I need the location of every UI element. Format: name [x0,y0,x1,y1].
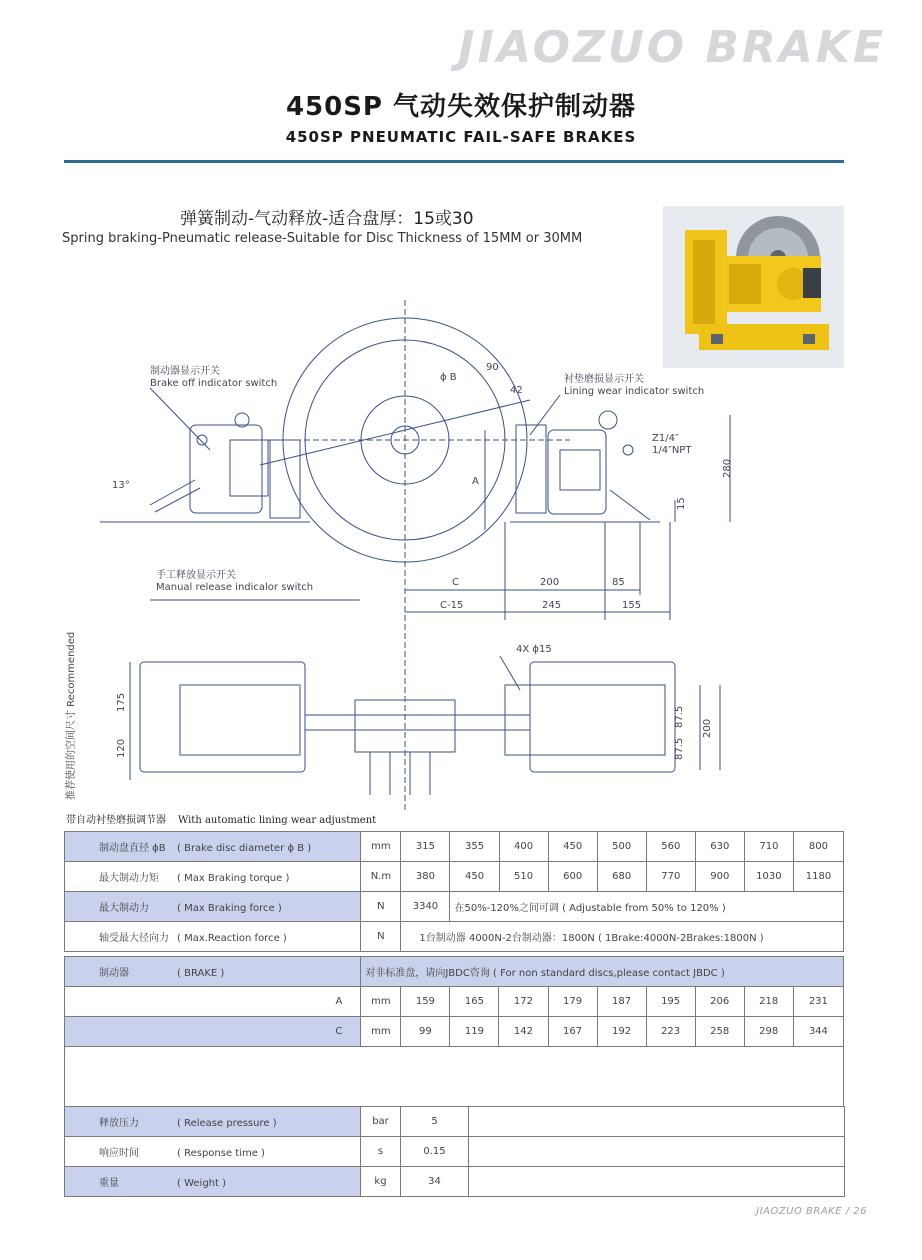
row-max-force: 最大制动力 ( Max Braking force ) N 3340 在50%-120%之间可调 ( Adjustable from 50% to 120% ) [65,892,844,922]
dim-42: 42 [510,385,523,396]
brake-off-label: 制动器显示开关 Brake off indicator switch [150,366,278,389]
table-caption: 带自动衬垫磨损调节器 With automatic lining wear adjustment [66,815,377,826]
technical-drawing [60,290,820,810]
dim-90: 90 [486,362,499,373]
subtitle-cn: 弹簧制动-气动释放-适合盘厚：15或30 [180,209,474,229]
dim-15: 15 [676,497,687,510]
row-weight: 重量 ( Weight ) kg 34 [65,1167,845,1197]
dim-280: 280 [722,458,733,478]
dim-245: 245 [542,600,562,611]
page-footer: JIAOZUO BRAKE / 26 [756,1206,867,1217]
dim-C-15: C-15 [440,600,464,611]
spec-table-operation [64,1106,845,1197]
row-max-torque: 最大制动力矩 ( Max Braking torque ) N.m 380 450 510 600 680 770 900 1030 1180 [65,862,844,892]
row-blank [65,1047,844,1107]
dim-200-vertical: 200 [702,718,713,738]
row-dim-C: C mm 99 119 142 167 192 223 258 298 344 [65,1017,844,1047]
subtitle-en: Spring braking-Pneumatic release-Suitable for Disc Thickness of 15MM or 30MM [62,231,583,246]
page-title-en: 450SP PNEUMATIC FAIL-SAFE BRAKES [285,128,637,146]
dim-C: C [452,577,459,588]
row-brake-header: 制动器 ( BRAKE ) 对非标准盘，请向JBDC咨询 ( For non standard discs,please contact JBDC ) [65,957,844,987]
port-label: Z1/4″ 1/4″NPT [652,433,692,456]
dim-87-5-top: 87.5 [674,705,685,728]
page-title-cn: 450SP 气动失效保护制动器 [285,92,637,122]
lining-wear-label: 衬垫磨损显示开关 Lining wear indicator switch [564,374,705,397]
row-release-pressure: 释放压力 ( Release pressure ) bar 5 [65,1107,845,1137]
brand-watermark: JIAOZUO BRAKE [458,22,886,73]
disc-diameter-label: ϕ B [440,372,457,383]
holes-label: 4X ϕ15 [516,644,552,655]
dim-85: 85 [612,577,625,588]
dim-175: 175 [116,692,127,712]
angle-label: 13° [112,480,130,491]
dim-120: 120 [116,738,127,758]
row-max-reaction: 轴受最大径向力 ( Max.Reaction force ) N 1台制动器 4000N-2台制动器：1800N ( 1Brake:4000N-2Brakes:1800N ) [65,922,844,952]
manual-release-label: 手工释放显示开关 Manual release indicalor switch [156,570,314,593]
spec-table-main [64,831,844,952]
spec-table-dimensions [64,956,844,1107]
recommended-space-label: 推荐使用的空间尺寸 Recommended [66,631,77,800]
title-divider [64,160,844,163]
row-disc-diameter: 制动盘直径 ϕB ( Brake disc diameter ϕ B ) mm 315 355 400 450 500 560 630 710 800 [65,832,844,862]
dim-A: A [472,476,479,487]
dim-155: 155 [622,600,642,611]
row-response-time: 响应时间 ( Response time ) s 0.15 [65,1137,845,1167]
dim-87-5-bottom: 87.5 [674,737,685,760]
row-dim-A: A mm 159 165 172 179 187 195 206 218 231 [65,987,844,1017]
dim-200: 200 [540,577,560,588]
